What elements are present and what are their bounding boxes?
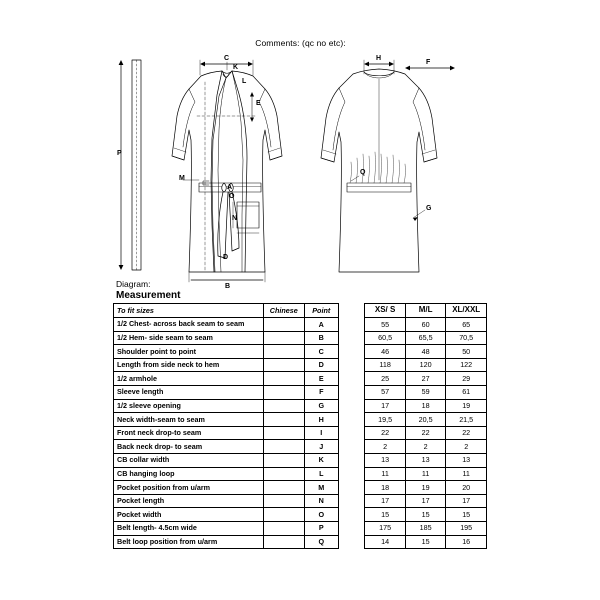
- measurement-description: Front neck drop-to seam: [114, 426, 264, 440]
- measurement-chinese: [264, 413, 305, 427]
- measurement-point: B: [304, 331, 338, 345]
- callout-Q: Q: [360, 169, 366, 176]
- measurement-value-ml: 2: [405, 440, 446, 454]
- measurement-chinese: [264, 399, 305, 413]
- table-row: [114, 508, 487, 522]
- measurement-chinese: [264, 331, 305, 345]
- measurement-value-xs: 17: [365, 399, 406, 413]
- measurement-description: Pocket position from u/arm: [114, 481, 264, 495]
- measurement-spacer: [338, 521, 364, 535]
- measurement-value-xs: 46: [365, 345, 406, 359]
- diagram-label: Diagram:: [116, 279, 151, 289]
- measurement-spacer: [338, 453, 364, 467]
- measurement-value-xs: 19,5: [365, 413, 406, 427]
- measurement-description: Pocket length: [114, 494, 264, 508]
- table-row: [114, 426, 487, 440]
- measurement-value-ml: 120: [405, 358, 446, 372]
- measurement-value-xl: 29: [446, 372, 487, 386]
- measurement-description: CB hanging loop: [114, 467, 264, 481]
- measurement-value-ml: 19: [405, 481, 446, 495]
- measurement-chinese: [264, 358, 305, 372]
- measurement-value-xs: 13: [365, 453, 406, 467]
- measurement-description: 1/2 Hem- side seam to seam: [114, 331, 264, 345]
- measurement-spacer: [338, 372, 364, 386]
- callout-F: F: [426, 59, 431, 66]
- table-row: [114, 345, 487, 359]
- table-row: [114, 481, 487, 495]
- measurement-value-ml: 15: [405, 535, 446, 549]
- callout-E: E: [256, 100, 261, 107]
- measurement-description: 1/2 sleeve opening: [114, 399, 264, 413]
- measurement-value-xs: 25: [365, 372, 406, 386]
- measurement-chinese: [264, 508, 305, 522]
- measurement-spacer: [338, 318, 364, 332]
- measurement-spacer: [338, 399, 364, 413]
- measurement-value-xs: 17: [365, 494, 406, 508]
- measurement-chinese: [264, 535, 305, 549]
- header-to-fit-sizes: To fit sizes: [114, 304, 264, 318]
- measurement-chinese: [264, 426, 305, 440]
- measurement-value-xl: 19: [446, 399, 487, 413]
- measurement-point: C: [304, 345, 338, 359]
- table-row: [114, 521, 487, 535]
- measurement-heading: Measurement: [116, 290, 181, 301]
- measurement-value-xl: 65: [446, 318, 487, 332]
- measurement-value-ml: 22: [405, 426, 446, 440]
- measurement-value-xl: 50: [446, 345, 487, 359]
- measurement-description: Belt length- 4.5cm wide: [114, 521, 264, 535]
- measurement-table: [113, 303, 487, 549]
- table-row: [114, 385, 487, 399]
- measurement-value-ml: 48: [405, 345, 446, 359]
- measurement-value-xs: 55: [365, 318, 406, 332]
- measurement-value-ml: 17: [405, 494, 446, 508]
- measurement-value-xs: 22: [365, 426, 406, 440]
- measurement-value-ml: 59: [405, 385, 446, 399]
- table-row: [114, 318, 487, 332]
- measurement-spacer: [338, 385, 364, 399]
- callout-M: M: [179, 175, 185, 182]
- callout-H: H: [376, 55, 382, 62]
- measurement-point: G: [304, 399, 338, 413]
- header-point: Point: [304, 304, 338, 318]
- measurement-value-xl: 13: [446, 453, 487, 467]
- measurement-point: D: [304, 358, 338, 372]
- measurement-value-xs: 2: [365, 440, 406, 454]
- callout-A: A: [227, 184, 233, 191]
- comments-label: Comments: (qc no etc):: [255, 38, 346, 48]
- measurement-spacer: [338, 494, 364, 508]
- measurement-point: P: [304, 521, 338, 535]
- measurement-spacer: [338, 535, 364, 549]
- measurement-description: Length from side neck to hem: [114, 358, 264, 372]
- measurement-chinese: [264, 318, 305, 332]
- callout-L: L: [242, 78, 247, 85]
- callout-N: N: [232, 215, 238, 222]
- measurement-spacer: [338, 481, 364, 495]
- measurement-value-xs: 60,5: [365, 331, 406, 345]
- table-row: [114, 535, 487, 549]
- measurement-description: Back neck drop- to seam: [114, 440, 264, 454]
- measurement-value-xl: 122: [446, 358, 487, 372]
- header-size-ml: M/L: [405, 304, 446, 318]
- measurement-value-xl: 20: [446, 481, 487, 495]
- measurement-point: J: [304, 440, 338, 454]
- table-row: [114, 413, 487, 427]
- measurement-value-xs: 57: [365, 385, 406, 399]
- measurement-point: A: [304, 318, 338, 332]
- measurement-spacer: [338, 358, 364, 372]
- measurement-point: F: [304, 385, 338, 399]
- measurement-value-xs: 14: [365, 535, 406, 549]
- measurement-description: Belt loop position from u/arm: [114, 535, 264, 549]
- measurement-spacer: [338, 413, 364, 427]
- measurement-value-xl: 22: [446, 426, 487, 440]
- measurement-spacer: [338, 426, 364, 440]
- measurement-chinese: [264, 372, 305, 386]
- measurement-value-ml: 11: [405, 467, 446, 481]
- measurement-description: Neck width-seam to seam: [114, 413, 264, 427]
- measurement-value-ml: 185: [405, 521, 446, 535]
- measurement-spacer: [338, 331, 364, 345]
- header-size-xs: XS/ S: [365, 304, 406, 318]
- callout-B: B: [225, 283, 231, 290]
- measurement-chinese: [264, 494, 305, 508]
- header-chinese: Chinese: [264, 304, 305, 318]
- measurement-point: K: [304, 453, 338, 467]
- measurement-value-ml: 20,5: [405, 413, 446, 427]
- measurement-value-xl: 15: [446, 508, 487, 522]
- measurement-value-ml: 13: [405, 453, 446, 467]
- callout-C: C: [224, 55, 230, 62]
- table-row: [114, 372, 487, 386]
- measurement-chinese: [264, 481, 305, 495]
- measurement-value-xs: 18: [365, 481, 406, 495]
- measurement-value-xs: 175: [365, 521, 406, 535]
- measurement-point: L: [304, 467, 338, 481]
- table-row: [114, 467, 487, 481]
- measurement-spacer: [338, 508, 364, 522]
- measurement-description: Pocket width: [114, 508, 264, 522]
- measurement-chinese: [264, 385, 305, 399]
- measurement-spacer: [338, 467, 364, 481]
- measurement-value-xl: 2: [446, 440, 487, 454]
- measurement-spacer: [338, 345, 364, 359]
- measurement-chinese: [264, 440, 305, 454]
- callout-P: P: [117, 150, 122, 157]
- callout-K: K: [233, 64, 239, 71]
- measurement-value-ml: 15: [405, 508, 446, 522]
- measurement-value-ml: 18: [405, 399, 446, 413]
- measurement-point: M: [304, 481, 338, 495]
- measurement-value-ml: 60: [405, 318, 446, 332]
- measurement-value-xl: 11: [446, 467, 487, 481]
- measurement-point: Q: [304, 535, 338, 549]
- measurement-description: 1/2 armhole: [114, 372, 264, 386]
- callout-D: D: [223, 254, 229, 261]
- measurement-point: O: [304, 508, 338, 522]
- table-row: [114, 331, 487, 345]
- measurement-description: 1/2 Chest- across back seam to seam: [114, 318, 264, 332]
- table-row: [114, 399, 487, 413]
- measurement-value-xl: 61: [446, 385, 487, 399]
- measurement-value-ml: 65,5: [405, 331, 446, 345]
- table-row: [114, 494, 487, 508]
- measurement-value-xl: 17: [446, 494, 487, 508]
- table-row: [114, 453, 487, 467]
- table-header-row: [114, 304, 487, 318]
- measurement-description: Sleeve length: [114, 385, 264, 399]
- measurement-point: E: [304, 372, 338, 386]
- callout-G: G: [426, 205, 432, 212]
- measurement-point: N: [304, 494, 338, 508]
- callout-O: O: [229, 193, 235, 200]
- measurement-point: I: [304, 426, 338, 440]
- measurement-value-xl: 16: [446, 535, 487, 549]
- measurement-chinese: [264, 467, 305, 481]
- measurement-chinese: [264, 345, 305, 359]
- measurement-value-xs: 11: [365, 467, 406, 481]
- header-size-xl: XL/XXL: [446, 304, 487, 318]
- measurement-chinese: [264, 521, 305, 535]
- measurement-value-xl: 195: [446, 521, 487, 535]
- measurement-value-ml: 27: [405, 372, 446, 386]
- measurement-description: Shoulder point to point: [114, 345, 264, 359]
- measurement-value-xs: 15: [365, 508, 406, 522]
- measurement-description: CB collar width: [114, 453, 264, 467]
- table-row: [114, 358, 487, 372]
- measurement-value-xl: 21,5: [446, 413, 487, 427]
- measurement-chinese: [264, 453, 305, 467]
- measurement-point: H: [304, 413, 338, 427]
- measurement-spacer: [338, 440, 364, 454]
- measurement-value-xs: 118: [365, 358, 406, 372]
- table-row: [114, 440, 487, 454]
- measurement-value-xl: 70,5: [446, 331, 487, 345]
- header-spacer: [338, 304, 364, 318]
